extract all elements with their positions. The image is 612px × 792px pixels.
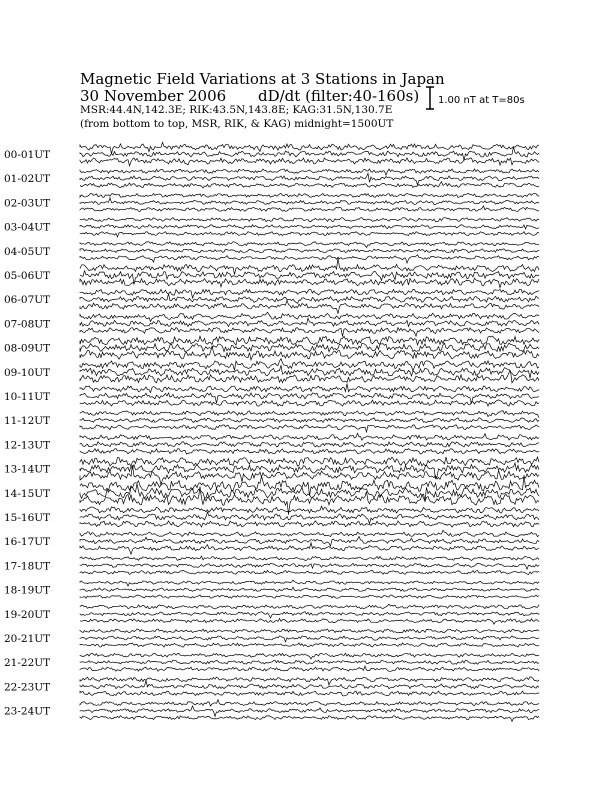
trace-RIK — [80, 318, 539, 326]
row-12-13UT — [4, 433, 540, 454]
row-label: 08-09UT — [4, 342, 51, 355]
row-label: 05-06UT — [4, 270, 51, 282]
row-18-19UT — [4, 580, 540, 598]
row-label: 15-16UT — [4, 512, 51, 524]
trace-MSR — [80, 543, 539, 554]
trace-KAG — [80, 411, 539, 418]
trace-MSR — [80, 158, 539, 166]
row-label: 16-17UT — [4, 536, 51, 549]
row-label: 14-15UT — [4, 487, 51, 500]
trace-MSR — [80, 595, 539, 598]
trace-MSR — [80, 716, 539, 722]
trace-KAG — [80, 677, 539, 685]
trace-MSR — [80, 346, 539, 360]
row-00-01UT — [4, 142, 540, 166]
trace-KAG — [80, 580, 539, 586]
row-03-04UT — [4, 218, 540, 237]
trace-MSR — [80, 182, 539, 188]
row-label: 17-18UT — [4, 560, 51, 573]
trace-KAG — [80, 629, 539, 633]
row-label: 19-20UT — [4, 608, 51, 621]
row-04-05UT — [4, 242, 540, 263]
trace-MSR — [80, 666, 539, 671]
trace-MSR — [80, 255, 539, 263]
trace-RIK — [80, 198, 539, 205]
station-order-note: (from bottom to top, MSR, RIK, & KAG) midnight=1500UT — [80, 118, 394, 130]
row-label: 09-10UT — [4, 366, 51, 379]
row-21-22UT — [4, 653, 540, 671]
row-22-23UT — [4, 677, 540, 696]
trace-KAG — [80, 506, 539, 513]
row-label: 01-02UT — [4, 173, 51, 186]
chart-unit-filter: dD/dt (filter:40-160s) — [258, 87, 420, 105]
row-label: 12-13UT — [4, 439, 51, 452]
trace-RIK — [80, 636, 539, 642]
row-08-09UT — [4, 336, 540, 360]
trace-RIK — [80, 512, 539, 524]
trace-MSR — [80, 232, 539, 237]
trace-MSR — [80, 328, 539, 337]
trace-MSR — [80, 278, 539, 288]
trace-KAG — [80, 604, 539, 609]
trace-RIK — [80, 612, 539, 618]
trace-RIK — [80, 587, 539, 591]
row-14-15UT — [4, 475, 540, 514]
row-11-12UT — [4, 411, 540, 432]
trace-KAG — [80, 312, 539, 321]
row-09-10UT — [4, 359, 540, 383]
trace-MSR — [80, 487, 539, 515]
chart-date: 30 November 2006 — [80, 87, 227, 105]
row-01-02UT — [4, 169, 540, 188]
row-label: 22-23UT — [4, 681, 51, 694]
trace-KAG — [80, 169, 539, 175]
station-coordinates: MSR:44.4N,142.3E; RIK:43.5N,143.8E; KAG:31.5N,130.7E — [80, 104, 393, 116]
trace-MSR — [80, 206, 539, 212]
trace-MSR — [80, 618, 539, 624]
row-13-14UT — [4, 457, 540, 485]
trace-RIK — [80, 563, 539, 569]
row-label: 03-04UT — [4, 221, 51, 234]
trace-RIK — [80, 225, 539, 229]
row-label: 13-14UT — [4, 463, 51, 476]
row-19-20UT — [4, 604, 540, 624]
row-06-07UT — [4, 289, 540, 314]
chart-title: Magnetic Field Variations at 3 Stations in Japan — [80, 70, 445, 88]
row-label: 04-05UT — [4, 245, 51, 258]
scale-bar — [426, 87, 434, 109]
trace-KAG — [80, 700, 539, 706]
row-20-21UT — [4, 629, 540, 647]
row-label: 02-03UT — [4, 197, 51, 210]
trace-KAG — [80, 242, 539, 248]
row-label: 20-21UT — [4, 633, 51, 645]
trace-RIK — [80, 294, 539, 304]
scale-bar-label: 1.00 nT at T=80s — [438, 95, 525, 106]
trace-MSR — [80, 425, 539, 432]
trace-RIK — [80, 706, 539, 716]
trace-KAG — [80, 336, 539, 345]
trace-KAG — [80, 258, 539, 274]
trace-MSR — [80, 449, 539, 455]
row-label: 18-19UT — [4, 584, 51, 597]
trace-MSR — [80, 300, 539, 313]
row-16-17UT — [4, 530, 540, 554]
trace-KAG — [80, 433, 539, 440]
row-label: 21-22UT — [4, 657, 51, 670]
trace-KAG — [80, 530, 539, 536]
trace-KAG — [80, 653, 539, 659]
trace-RIK — [80, 536, 539, 546]
row-02-03UT — [4, 193, 540, 211]
row-label: 00-01UT — [4, 149, 51, 161]
row-label: 07-08UT — [4, 318, 51, 331]
row-07-08UT — [4, 312, 540, 336]
row-10-11UT — [4, 384, 540, 407]
row-label: 10-11UT — [4, 391, 51, 403]
row-05-06UT — [4, 258, 540, 288]
row-15-16UT — [4, 506, 540, 527]
trace-RIK — [80, 442, 539, 447]
row-23-24UT — [4, 700, 540, 722]
row-label: 06-07UT — [4, 294, 51, 307]
row-label: 11-12UT — [4, 415, 51, 428]
row-17-18UT — [4, 556, 540, 575]
trace-KAG — [80, 384, 539, 393]
row-label: 23-24UT — [4, 705, 51, 718]
